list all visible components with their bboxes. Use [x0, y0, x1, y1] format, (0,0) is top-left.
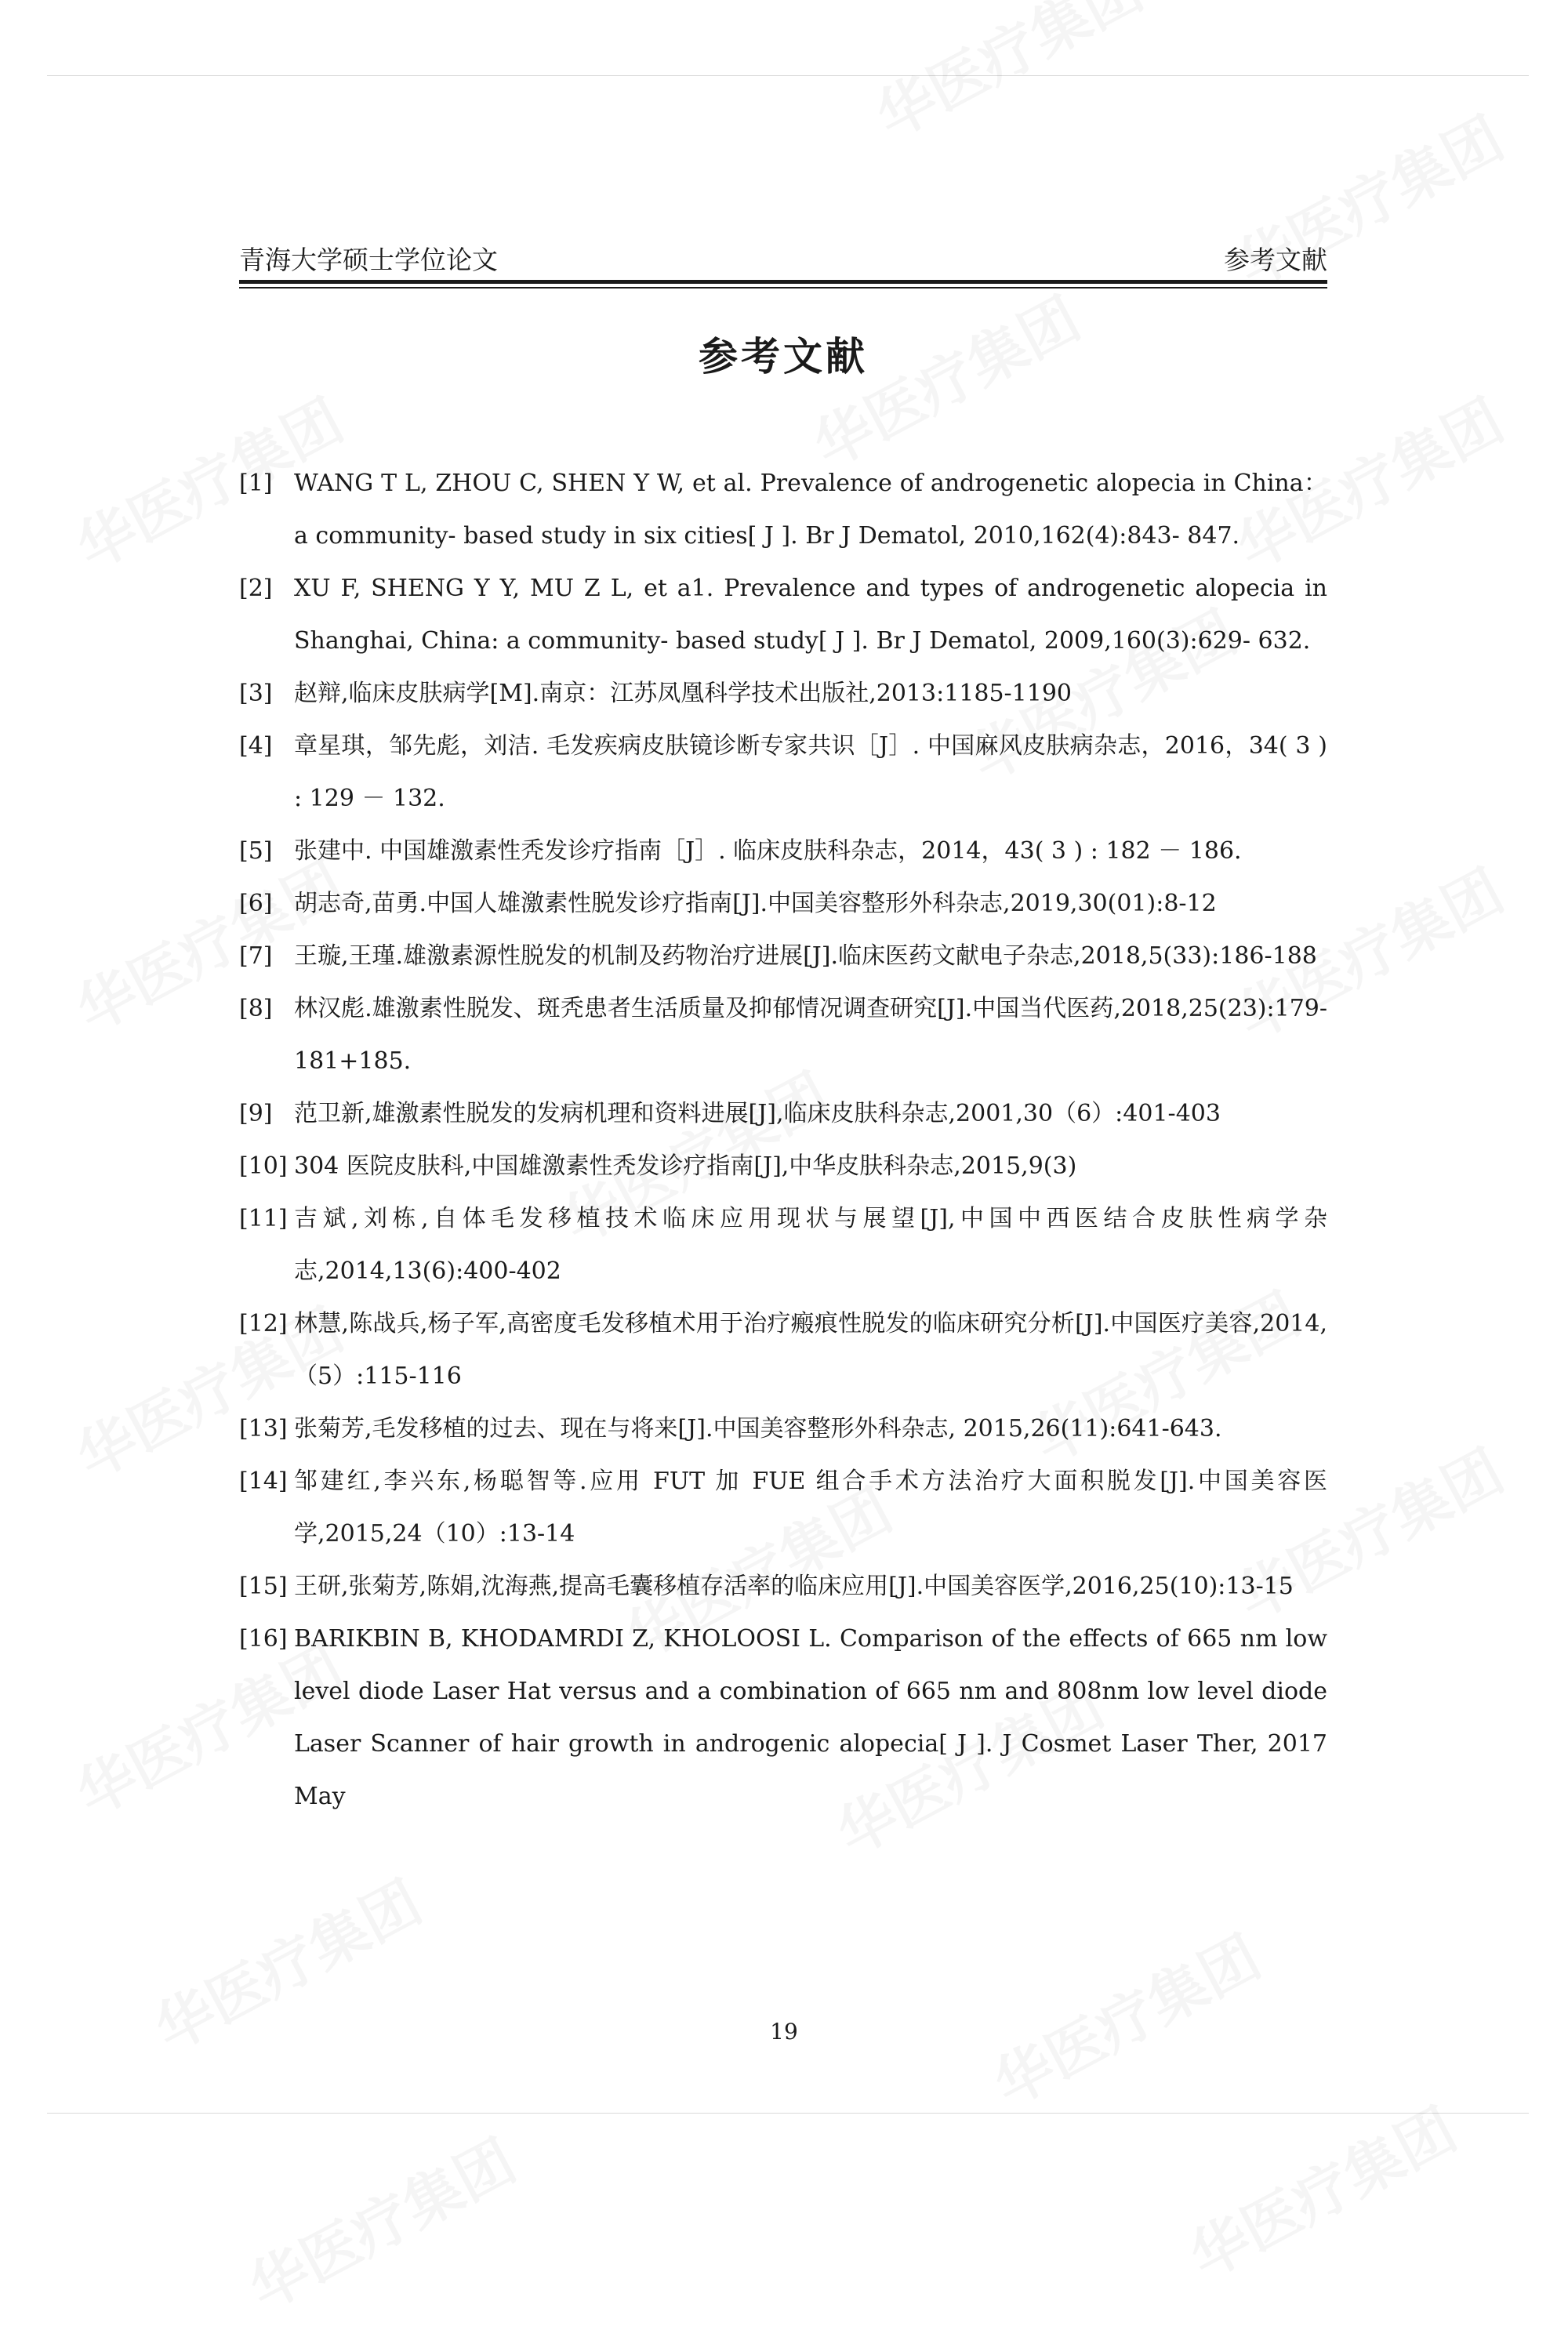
reference-item — [239, 930, 1327, 982]
watermark-logo — [1174, 2085, 1468, 2294]
reference-number: [13] — [239, 1415, 288, 1442]
reference-item — [239, 1140, 1327, 1192]
reference-text: 吉斌,刘栋,自体毛发移植技术临床应用现状与展望[J],中国中西医结合皮肤性病学杂志,2014,13(6):400-402 — [294, 1205, 1327, 1285]
reference-item — [239, 1455, 1327, 1560]
reference-item — [239, 457, 1327, 562]
reference-number: [9] — [239, 1100, 273, 1127]
watermark-logo — [860, 0, 1155, 154]
reference-text: 王璇,王瑾.雄激素源性脱发的机制及药物治疗进展[J].临床医药文献电子杂志,2018,5(33):186-188 — [294, 942, 1317, 970]
reference-text: 范卫新,雄激素性脱发的发病机理和资料进展[J],临床皮肤科杂志,2001,30（6）:401-403 — [294, 1100, 1221, 1127]
reference-number: [3] — [239, 680, 273, 707]
header-section-name: 参考文献 — [1224, 245, 1327, 275]
reference-item — [239, 562, 1327, 667]
reference-text: 赵辩,临床皮肤病学[M].南京：江苏凤凰科学技术出版社,2013:1185-1190 — [294, 680, 1073, 707]
header-thesis-name: 青海大学硕士学位论文 — [239, 245, 498, 275]
reference-text: 张菊芳,毛发移植的过去、现在与将来[J].中国美容整形外科杂志, 2015,26(11):641-643. — [294, 1415, 1222, 1442]
reference-number: [5] — [239, 837, 273, 865]
reference-item — [239, 1297, 1327, 1402]
reference-number: [11] — [239, 1205, 288, 1232]
reference-number: [7] — [239, 942, 273, 970]
reference-number: [4] — [239, 732, 273, 760]
reference-item — [239, 720, 1327, 825]
reference-item — [239, 1560, 1327, 1613]
reference-text: 胡志奇,苗勇.中国人雄激素性脱发诊疗指南[J].中国美容整形外科杂志,2019,30(01):8-12 — [294, 890, 1217, 917]
page-title: 参考文献 — [699, 334, 868, 379]
reference-item — [239, 1613, 1327, 1823]
reference-text: 张建中. 中国雄激素性秃发诊疗指南［J］. 临床皮肤科杂志，2014，43( 3 ) : 182 － 186. — [294, 837, 1242, 865]
reference-text: 304 医院皮肤科,中国雄激素性秃发诊疗指南[J],中华皮肤科杂志,2015,9(3) — [294, 1152, 1077, 1180]
reference-text: 王研,张菊芳,陈娟,沈海燕,提高毛囊移植存活率的临床应用[J].中国美容医学,2016,25(10):13-15 — [294, 1573, 1294, 1600]
reference-text: 林慧,陈战兵,杨子军,高密度毛发移植术用于治疗瘢痕性脱发的临床研究分析[J].中国医疗美容,2014,（5）:115-116 — [294, 1310, 1327, 1390]
reference-item — [239, 825, 1327, 877]
reference-number: [16] — [239, 1625, 288, 1653]
reference-item — [239, 1402, 1327, 1455]
reference-text: 邹建红,李兴东,杨聪智等.应用 FUT 加 FUE 组合手术方法治疗大面积脱发[J].中国美容医学,2015,24（10）:13-14 — [294, 1468, 1327, 1548]
reference-item — [239, 877, 1327, 930]
page-number: 19 — [770, 2019, 798, 2045]
reference-text: 章星琪，邹先彪，刘洁. 毛发疾病皮肤镜诊断专家共识［J］. 中国麻风皮肤病杂志，2016，34( 3 ) : 129 － 132. — [294, 732, 1327, 812]
reference-text: XU F, SHENG Y Y, MU Z L, et a1. Prevalence and types of androgenetic alopecia in Shanghai, China: a community- based study[ J ]. Br J Dematol, 2009,160(3):629- 632. — [294, 575, 1327, 655]
header-rule-thin — [239, 287, 1327, 288]
reference-number: [6] — [239, 890, 273, 917]
reference-number: [10] — [239, 1152, 288, 1180]
reference-number: [1] — [239, 470, 273, 497]
reference-item — [239, 1087, 1327, 1140]
reference-number: [8] — [239, 995, 273, 1022]
reference-item — [239, 667, 1327, 720]
running-header — [239, 237, 1327, 276]
reference-number: [15] — [239, 1573, 288, 1600]
reference-text: 林汉彪.雄激素性脱发、斑秃患者生活质量及抑郁情况调查研究[J].中国当代医药,2018,25(23):179-181+185. — [294, 995, 1327, 1075]
reference-list — [239, 457, 1327, 1823]
reference-text: BARIKBIN B, KHODAMRDI Z, KHOLOOSI L. Comparison of the effects of 665 nm low level diode Laser Hat versus and a combination of 665 nm and 808nm low level diode Laser Scanner of hair growth in androgenic alopecia[ J ]. J Cosmet Laser Ther, 2017 May — [294, 1625, 1327, 1810]
watermark-logo — [233, 2116, 528, 2325]
header-rule-thick — [239, 280, 1327, 284]
reference-number: [14] — [239, 1468, 288, 1495]
reference-item — [239, 982, 1327, 1087]
bottom-border-line — [47, 2113, 1529, 2114]
reference-item — [239, 1192, 1327, 1297]
reference-number: [12] — [239, 1310, 288, 1337]
top-border-line — [47, 75, 1529, 76]
reference-text: WANG T L, ZHOU C, SHEN Y W, et al. Prevalence of androgenetic alopecia in China：a community- based study in six cities[ J ]. Br J Dematol, 2010,162(4):843- 847. — [294, 470, 1327, 550]
reference-number: [2] — [239, 575, 273, 602]
